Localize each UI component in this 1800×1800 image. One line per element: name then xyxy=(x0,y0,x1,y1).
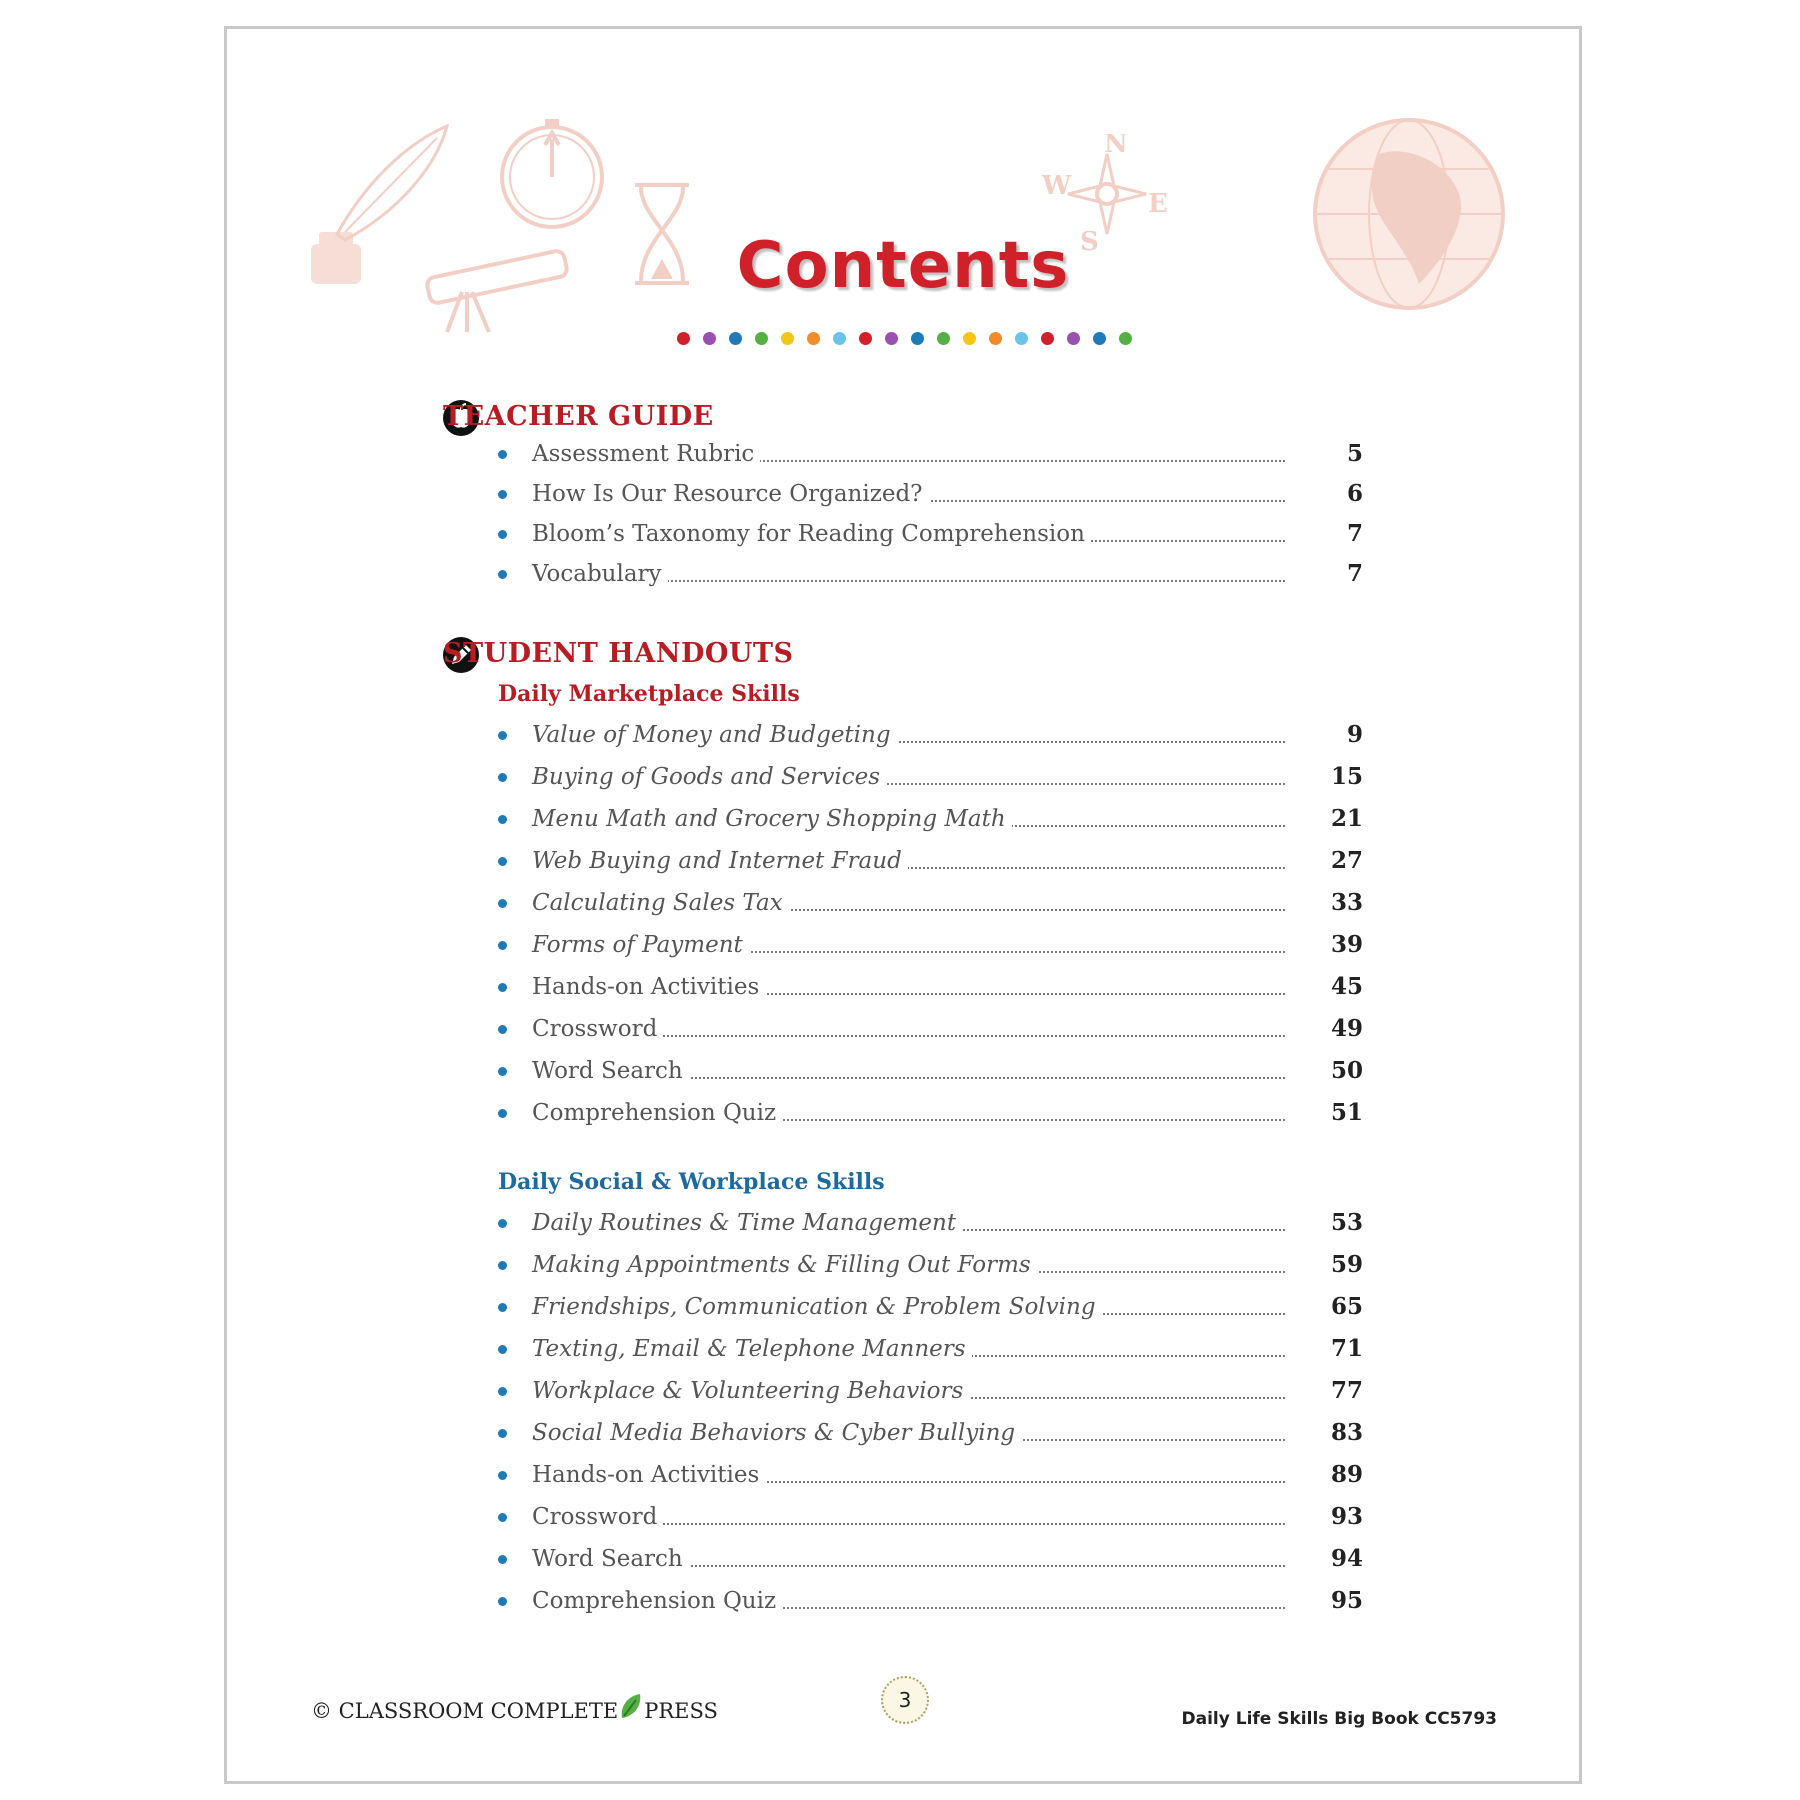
divider-dot xyxy=(755,332,768,345)
toc-entry-label: Workplace & Volunteering Behaviors xyxy=(532,1370,969,1412)
toc-entry-page: 71 xyxy=(1330,1335,1363,1362)
toc-entry xyxy=(498,554,1363,594)
toc-entry-page: 77 xyxy=(1330,1377,1363,1404)
toc-entry-label: Value of Money and Budgeting xyxy=(532,714,897,756)
bullet-icon xyxy=(498,983,507,992)
divider-dot xyxy=(1067,332,1080,345)
social-workplace-subheading: Daily Social & Workplace Skills xyxy=(498,1169,885,1195)
toc-entry-page: 83 xyxy=(1330,1419,1363,1446)
toc-entry xyxy=(498,1496,1363,1538)
toc-entry xyxy=(498,1202,1363,1244)
divider-dot xyxy=(833,332,846,345)
toc-entry xyxy=(498,966,1363,1008)
bullet-icon xyxy=(498,570,507,579)
bullet-icon xyxy=(498,1303,507,1312)
toc-entry-label: Bloom’s Taxonomy for Reading Comprehension xyxy=(532,514,1091,554)
divider-dot xyxy=(677,332,690,345)
bullet-icon xyxy=(498,1387,507,1396)
toc-entry-page: 59 xyxy=(1330,1251,1363,1278)
bullet-icon xyxy=(498,941,507,950)
toc-entry xyxy=(498,514,1363,554)
toc-entry-page: 65 xyxy=(1330,1293,1363,1320)
toc-entry-page: 93 xyxy=(1330,1503,1363,1530)
bullet-icon xyxy=(498,450,507,459)
toc-entry-label: Word Search xyxy=(532,1538,689,1580)
toc-entry-label: How Is Our Resource Organized? xyxy=(532,474,929,514)
svg-text:S: S xyxy=(1080,227,1099,254)
toc-entry xyxy=(498,714,1363,756)
bullet-icon xyxy=(498,1429,507,1438)
toc-entry-page: 39 xyxy=(1330,931,1363,958)
divider-dot xyxy=(911,332,924,345)
toc-entry-page: 53 xyxy=(1330,1209,1363,1236)
bullet-icon xyxy=(498,731,507,740)
book-title: Daily Life Skills Big Book CC5793 xyxy=(1181,1709,1497,1729)
divider-dot xyxy=(729,332,742,345)
bullet-icon xyxy=(498,1471,507,1480)
divider-dot xyxy=(703,332,716,345)
divider-dot xyxy=(1093,332,1106,345)
teacher-guide-heading: TEACHER GUIDE xyxy=(443,401,714,432)
divider-dot xyxy=(989,332,1002,345)
toc-entry-page: 95 xyxy=(1330,1587,1363,1614)
toc-entry-label: Crossword xyxy=(532,1008,663,1050)
toc-entry xyxy=(498,474,1363,514)
toc-entry-label: Assessment Rubric xyxy=(532,434,760,474)
clock-icon xyxy=(497,115,607,235)
toc-entry-page: 45 xyxy=(1330,973,1363,1000)
marketplace-list xyxy=(498,714,1363,1134)
toc-entry xyxy=(498,1370,1363,1412)
toc-entry-page: 33 xyxy=(1330,889,1363,916)
bullet-icon xyxy=(498,1597,507,1606)
divider-dot xyxy=(1119,332,1132,345)
toc-entry xyxy=(498,882,1363,924)
toc-entry-label: Daily Routines & Time Management xyxy=(532,1202,962,1244)
toc-entry xyxy=(498,1328,1363,1370)
toc-entry-label: Web Buying and Internet Fraud xyxy=(532,840,908,882)
toc-entry-label: Comprehension Quiz xyxy=(532,1092,782,1134)
divider-dot xyxy=(937,332,950,345)
social-workplace-list xyxy=(498,1202,1363,1622)
divider-dot xyxy=(1041,332,1054,345)
toc-entry-page: 7 xyxy=(1346,560,1363,587)
leaf-logo-icon xyxy=(618,1692,644,1722)
bullet-icon xyxy=(498,1067,507,1076)
toc-entry-label: Texting, Email & Telephone Manners xyxy=(532,1328,972,1370)
divider-dot xyxy=(963,332,976,345)
bullet-icon xyxy=(498,1345,507,1354)
bullet-icon xyxy=(498,1513,507,1522)
toc-entry xyxy=(498,1286,1363,1328)
bullet-icon xyxy=(498,1219,507,1228)
toc-entry xyxy=(498,1008,1363,1050)
bullet-icon xyxy=(498,1109,507,1118)
toc-entry-label: Comprehension Quiz xyxy=(532,1580,782,1622)
bullet-icon xyxy=(498,1261,507,1270)
marketplace-subheading: Daily Marketplace Skills xyxy=(498,681,800,707)
toc-entry xyxy=(498,840,1363,882)
document-page xyxy=(224,26,1582,1784)
colored-dot-divider xyxy=(677,330,1145,344)
teacher-guide-list xyxy=(498,434,1363,594)
toc-entry xyxy=(498,1412,1363,1454)
toc-entry xyxy=(498,1244,1363,1286)
divider-dot xyxy=(781,332,794,345)
svg-text:N: N xyxy=(1104,134,1128,159)
toc-entry-page: 51 xyxy=(1330,1099,1363,1126)
toc-entry xyxy=(498,1050,1363,1092)
toc-entry-label: Word Search xyxy=(532,1050,689,1092)
toc-entry-page: 5 xyxy=(1346,440,1363,467)
toc-entry-page: 21 xyxy=(1330,805,1363,832)
toc-entry-label: Calculating Sales Tax xyxy=(532,882,789,924)
toc-entry xyxy=(498,1092,1363,1134)
divider-dot xyxy=(859,332,872,345)
toc-entry-page: 15 xyxy=(1330,763,1363,790)
toc-entry-page: 6 xyxy=(1346,480,1363,507)
toc-entry-label: Hands-on Activities xyxy=(532,1454,765,1496)
bullet-icon xyxy=(498,530,507,539)
publisher-logo: © CLASSROOM COMPLETE PRESS xyxy=(311,1692,718,1723)
bullet-icon xyxy=(498,857,507,866)
toc-entry-label: Hands-on Activities xyxy=(532,966,765,1008)
bullet-icon xyxy=(498,773,507,782)
bullet-icon xyxy=(498,1555,507,1564)
bullet-icon xyxy=(498,490,507,499)
svg-text:W: W xyxy=(1042,171,1072,201)
toc-entry-page: 50 xyxy=(1330,1057,1363,1084)
toc-entry-label: Forms of Payment xyxy=(532,924,749,966)
bullet-icon xyxy=(498,815,507,824)
toc-entry xyxy=(498,1538,1363,1580)
toc-entry xyxy=(498,798,1363,840)
toc-entry-page: 7 xyxy=(1346,520,1363,547)
toc-entry xyxy=(498,434,1363,474)
toc-entry-page: 9 xyxy=(1346,721,1363,748)
toc-entry-page: 27 xyxy=(1330,847,1363,874)
divider-dot xyxy=(807,332,820,345)
toc-entry-page: 89 xyxy=(1330,1461,1363,1488)
toc-entry-page: 49 xyxy=(1330,1015,1363,1042)
toc-entry-page: 94 xyxy=(1330,1545,1363,1572)
page-title: Contents xyxy=(736,229,1070,303)
toc-entry-label: Menu Math and Grocery Shopping Math xyxy=(532,798,1012,840)
student-handouts-heading: STUDENT HANDOUTS xyxy=(443,638,794,669)
toc-entry xyxy=(498,756,1363,798)
bullet-icon xyxy=(498,899,507,908)
toc-entry xyxy=(498,1580,1363,1622)
toc-entry-label: Vocabulary xyxy=(532,554,668,594)
page-number-badge: 3 xyxy=(881,1676,929,1724)
toc-entry xyxy=(498,924,1363,966)
divider-dot xyxy=(885,332,898,345)
svg-text:E: E xyxy=(1148,189,1168,219)
toc-entry-label: Friendships, Communication & Problem Solving xyxy=(532,1286,1102,1328)
toc-entry-label: Making Appointments & Filling Out Forms xyxy=(532,1244,1037,1286)
toc-entry xyxy=(498,1454,1363,1496)
toc-entry-label: Crossword xyxy=(532,1496,663,1538)
toc-entry-label: Social Media Behaviors & Cyber Bullying xyxy=(532,1412,1021,1454)
bullet-icon xyxy=(498,1025,507,1034)
toc-entry-label: Buying of Goods and Services xyxy=(532,756,886,798)
divider-dot xyxy=(1015,332,1028,345)
